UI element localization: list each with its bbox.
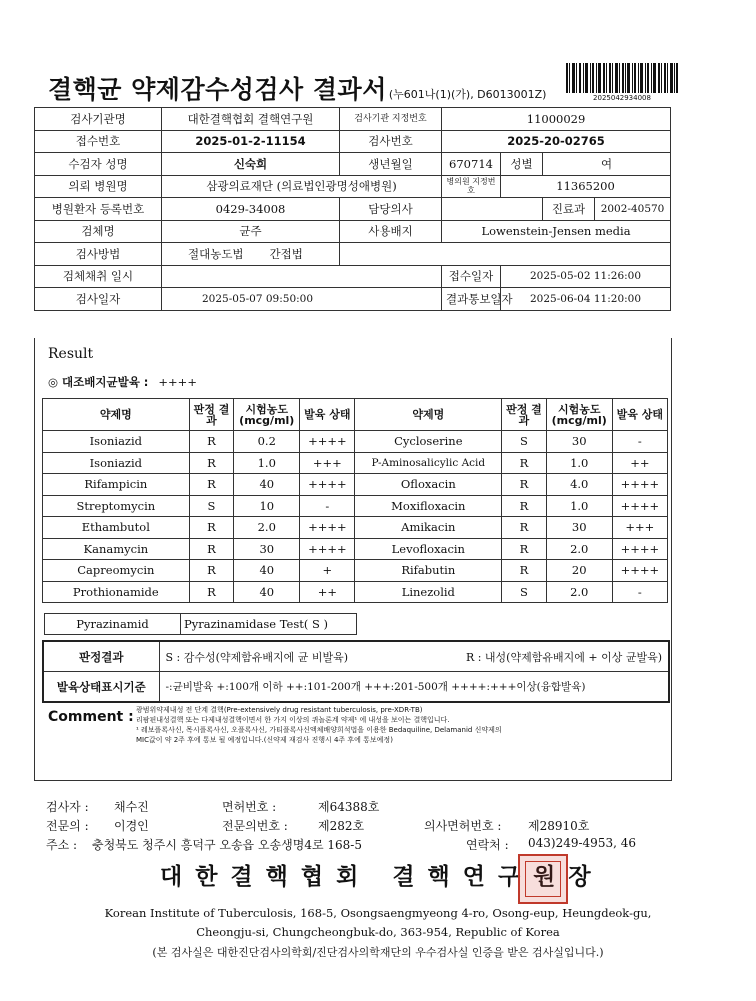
patient-name-value: 신숙희 [162, 153, 340, 176]
report-title: 결핵균 약제감수성검사 결과서 (누601나(1)(가), D6013001Z) [48, 75, 547, 104]
header-drug: 약제명 [355, 399, 502, 431]
drug-conc: 30 [546, 517, 612, 539]
drug-name: Capreomycin [43, 560, 190, 582]
table-row [43, 431, 668, 453]
table-row [43, 581, 668, 603]
header-growth: 발육 상태 [612, 399, 667, 431]
table-row [43, 452, 668, 474]
contact-value: 043)249-4953, 46 [528, 836, 636, 850]
drug-result: R [502, 517, 547, 539]
official-seal [518, 854, 568, 904]
doctor-label: 담당의사 [340, 198, 442, 221]
sex-value: 여 [543, 153, 671, 176]
pyrazinamid-table [44, 613, 357, 635]
table-row [43, 538, 668, 560]
drug-name: P-Aminosalicylic Acid [355, 452, 502, 474]
drug-result: R [189, 517, 234, 539]
drug-growth: ++++ [612, 538, 667, 560]
drug-result: R [189, 538, 234, 560]
method-value-1: 절대농도법 [188, 246, 244, 261]
contact-label: 연락처 : [466, 838, 509, 852]
drug-susceptibility-table [42, 398, 668, 603]
drug-result: S [502, 431, 547, 453]
drug-conc: 20 [546, 560, 612, 582]
drug-name: Isoniazid [43, 452, 190, 474]
control-growth [48, 374, 197, 390]
agency-no-value: 11000029 [442, 108, 671, 131]
drug-name: Amikacin [355, 517, 502, 539]
header-growth: 발육 상태 [300, 399, 355, 431]
method-value [162, 243, 340, 266]
dept-label: 진료과 [543, 198, 595, 221]
test-no-value: 2025-20-02765 [442, 130, 671, 153]
drug-conc: 1.0 [546, 495, 612, 517]
comment-body [136, 705, 676, 745]
header-judgment: 판정 결과 [502, 399, 547, 431]
pyrazinamid-label: Pyrazinamid [45, 614, 181, 635]
drug-growth: ++++ [612, 474, 667, 496]
drug-conc: 4.0 [546, 474, 612, 496]
drug-name: Streptomycin [43, 495, 190, 517]
comment-line: MIC값이 약 2주 후에 통보 될 예정입니다.(신약제 재검사 진행시 4주 후에 통보예정) [136, 736, 393, 744]
patient-name-label: 수검자 성명 [35, 153, 162, 176]
drug-name: Isoniazid [43, 431, 190, 453]
drug-name: Levofloxacin [355, 538, 502, 560]
agency-label: 검사기관명 [35, 108, 162, 131]
method-value-2: 간접법 [269, 246, 303, 261]
drug-conc: 2.0 [546, 538, 612, 560]
control-growth-label: ◎ 대조배지균발육 : [48, 375, 149, 389]
expert-name: 이경인 [114, 819, 149, 833]
table-row [43, 517, 668, 539]
control-growth-value: ++++ [158, 375, 197, 389]
address-label: 주소 : [46, 838, 78, 852]
patient-info-table [34, 107, 671, 311]
expert-label: 전문의 : [46, 819, 89, 833]
receipt-no-value: 2025-01-2-11154 [162, 130, 340, 153]
specimen-value: 균주 [162, 220, 340, 243]
drug-growth: ++++ [612, 495, 667, 517]
barcode [566, 63, 678, 93]
birth-value: 670714 [442, 153, 501, 176]
drug-growth: ++++ [300, 474, 355, 496]
drug-growth: ++ [300, 581, 355, 603]
drug-result: R [502, 560, 547, 582]
header-conc: 시험농도 (mcg/ml) [546, 399, 612, 431]
drug-conc: 40 [234, 560, 300, 582]
result-heading: Result [48, 346, 94, 362]
drug-conc: 40 [234, 474, 300, 496]
dept-value: 2002-40570 [595, 198, 671, 221]
drug-conc: 2.0 [234, 517, 300, 539]
specimen-label: 검체명 [35, 220, 162, 243]
header-conc: 시험농도 (mcg/ml) [234, 399, 300, 431]
drug-name: Moxifloxacin [355, 495, 502, 517]
comment-line: ¹ 레보플록사신, 목시플록사신, 오플록사신, 가티플록사신액체배양희석법을 이용한 Bedaquiline, Delamanid 신약제의 [136, 726, 502, 734]
organization-name: 대한결핵협회 결핵연구원장 [160, 864, 604, 890]
drug-name: Linezolid [355, 581, 502, 603]
drug-result: R [189, 474, 234, 496]
tested-label: 검사일자 [35, 288, 162, 311]
drug-name: Ofloxacin [355, 474, 502, 496]
drug-name: Rifabutin [355, 560, 502, 582]
birth-label: 생년월일 [340, 153, 442, 176]
english-address-line-2: Cheongju-si, Chungcheongbuk-do, 363-954, Republic of Korea [196, 925, 560, 939]
header-judgment: 판정 결과 [189, 399, 234, 431]
legend-table [42, 640, 670, 703]
table-row [43, 474, 668, 496]
drug-result: S [189, 495, 234, 517]
reg-no-value: 0429-34008 [162, 198, 340, 221]
drug-name: Kanamycin [43, 538, 190, 560]
drug-conc: 10 [234, 495, 300, 517]
growth-legend-text: -:균비발육 +:100개 이하 ++:101-200개 +++:201-500개 ++++:+++이상(융합발육) [159, 672, 669, 703]
drug-name: Prothionamide [43, 581, 190, 603]
table-row [43, 495, 668, 517]
drug-growth: ++ [612, 452, 667, 474]
method-label: 검사방법 [35, 243, 162, 266]
doctor-license-value: 제28910호 [528, 819, 590, 833]
drug-name: Cycloserine [355, 431, 502, 453]
drug-result: R [502, 495, 547, 517]
drug-growth: - [612, 581, 667, 603]
report-code: (누601나(1)(가), D6013001Z) [388, 88, 547, 101]
drug-result: S [502, 581, 547, 603]
drug-result: R [189, 560, 234, 582]
hospital-value: 삼광의료재단 (의료법인광명성애병원) [162, 175, 442, 198]
drug-growth: ++++ [300, 538, 355, 560]
drug-result: R [502, 474, 547, 496]
growth-legend-label: 발육상태표시기준 [43, 672, 159, 703]
license-value: 제64388호 [318, 800, 380, 814]
table-row [43, 560, 668, 582]
medium-label: 사용배지 [340, 220, 442, 243]
drug-growth: + [300, 560, 355, 582]
drug-conc: 1.0 [546, 452, 612, 474]
tested-value: 2025-05-07 09:50:00 [162, 288, 442, 311]
expert-no-value: 제282호 [318, 819, 365, 833]
drug-growth: ++++ [300, 517, 355, 539]
collect-value [162, 265, 442, 288]
drug-growth: - [300, 495, 355, 517]
drug-conc: 1.0 [234, 452, 300, 474]
hospital-label: 의뢰 병원명 [35, 175, 162, 198]
drug-conc: 30 [546, 431, 612, 453]
drug-growth: ++++ [612, 560, 667, 582]
judgment-legend-r: R : 내성(약제함유배지에 + 이상 균발육) [389, 641, 669, 672]
expert-no-label: 전문의번호 : [222, 819, 288, 833]
comment-heading: Comment : [48, 709, 134, 725]
doctor-license-label: 의사면허번호 : [424, 819, 502, 833]
reg-no-label: 병원환자 등록번호 [35, 198, 162, 221]
notified-label: 결과통보일자 [442, 288, 501, 311]
agency-value: 대한결핵협회 결핵연구원 [162, 108, 340, 131]
drug-conc: 30 [234, 538, 300, 560]
barcode-number: 2025042934008 [593, 94, 651, 102]
sex-label: 성별 [501, 153, 543, 176]
drug-growth: +++ [612, 517, 667, 539]
certification-note: (본 검사실은 대한진단검사의학회/진단검사의학재단의 우수검사실 인증을 받은 검사실입니다.) [152, 946, 604, 959]
drug-name: Ethambutol [43, 517, 190, 539]
hospital-no-value: 11365200 [501, 175, 671, 198]
drug-conc: 40 [234, 581, 300, 603]
drug-result: R [189, 452, 234, 474]
hospital-no-label: 병의원 지정번호 [442, 175, 501, 198]
received-label: 접수일자 [442, 265, 501, 288]
judgment-legend-s: S : 감수성(약제함유배지에 균 비발육) [159, 641, 389, 672]
tester-label: 검사자 : [46, 800, 89, 814]
agency-no-label: 검사기관 지정번호 [340, 108, 442, 131]
doctor-value [442, 198, 543, 221]
test-no-label: 검사번호 [340, 130, 442, 153]
drug-growth: - [612, 431, 667, 453]
drug-name: Rifampicin [43, 474, 190, 496]
judgment-legend-label: 판정결과 [43, 641, 159, 672]
medium-value: Lowenstein-Jensen media [442, 220, 671, 243]
comment-line: 광범위약제내성 전 단계 결핵(Pre-extensively drug resistant tuberculosis, pre-XDR-TB) [136, 706, 423, 714]
method-empty [340, 243, 671, 266]
drug-result: R [502, 452, 547, 474]
license-label: 면허번호 : [222, 800, 277, 814]
drug-conc: 2.0 [546, 581, 612, 603]
notified-value: 2025-06-04 11:20:00 [501, 288, 671, 311]
collect-label: 검체채취 일시 [35, 265, 162, 288]
drug-result: R [502, 538, 547, 560]
comment-line: 리팜핀내성결핵 또는 다제내성결핵이면서 한 가지 이상의 퀴놀론계 약제¹ 에 내성을 보이는 결핵입니다. [136, 716, 450, 724]
tester-name: 채수진 [114, 800, 149, 814]
receipt-no-label: 접수번호 [35, 130, 162, 153]
drug-result: R [189, 431, 234, 453]
drug-growth: +++ [300, 452, 355, 474]
drug-conc: 0.2 [234, 431, 300, 453]
address-value: 충청북도 청주시 흥덕구 오송읍 오송생명4로 168-5 [92, 838, 362, 852]
drug-growth: ++++ [300, 431, 355, 453]
pyrazinamid-value: Pyrazinamidase Test( S ) [181, 614, 357, 635]
english-address-line-1: Korean Institute of Tuberculosis, 168-5, Osongsaengmyeong 4-ro, Osong-eup, Heungdeok-gu, [104, 906, 652, 920]
received-value: 2025-05-02 11:26:00 [501, 265, 671, 288]
header-drug: 약제명 [43, 399, 190, 431]
drug-result: R [189, 581, 234, 603]
